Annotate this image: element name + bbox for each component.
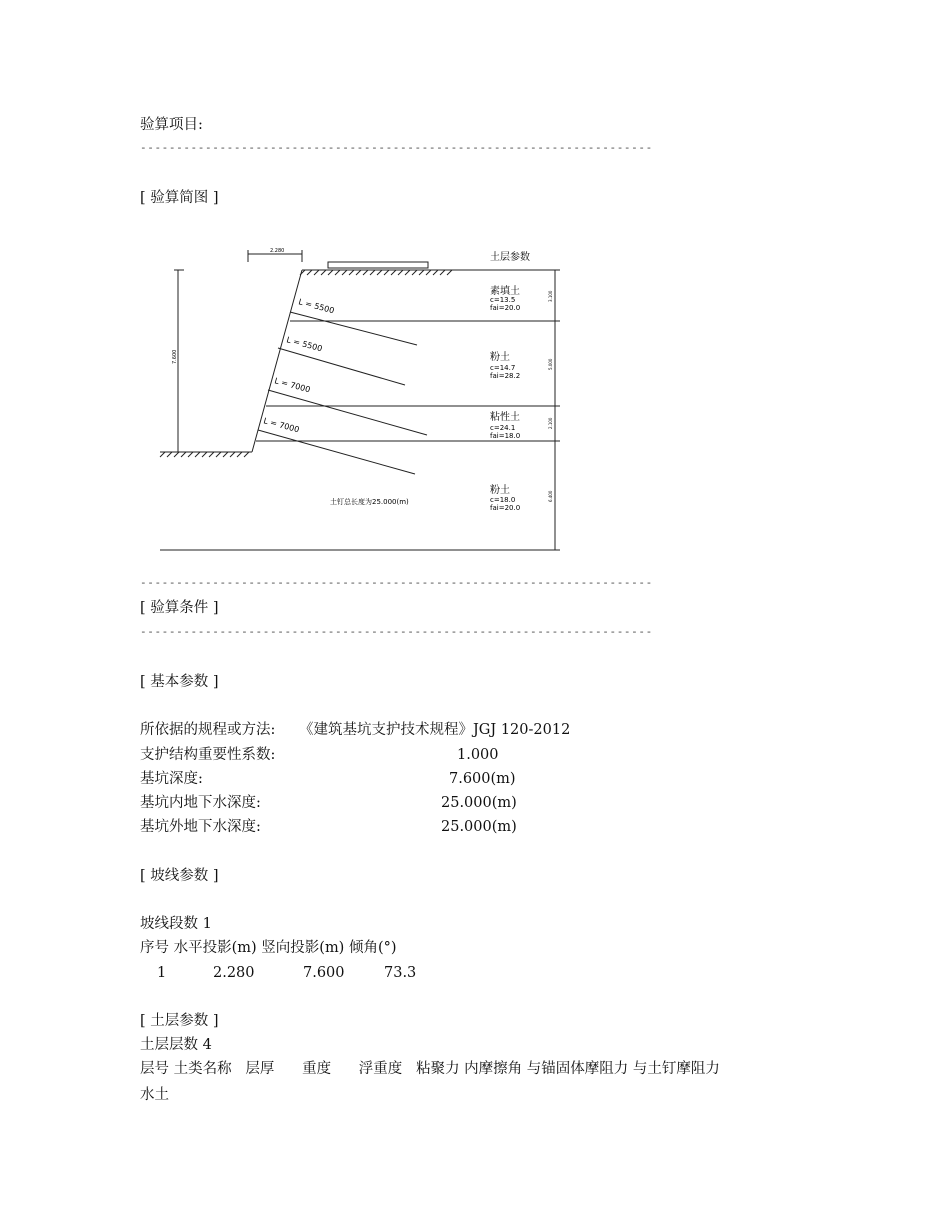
outer-water-label: 基坑外地下水深度: (140, 819, 261, 835)
total-length-label: 土钉总长度为25.000(m) (330, 498, 409, 506)
importance-value: 1.000 (457, 747, 499, 763)
section-diagram-title: [ 验算简图 ] (140, 190, 219, 206)
layer-thickness: 5.000 (548, 358, 553, 370)
bottom-ground-hatch (160, 452, 249, 457)
slope-diagram (150, 240, 570, 560)
soil-nail (258, 430, 415, 474)
slope-cell: 1 (157, 965, 167, 981)
soil-header-label: 土层参数 (490, 252, 530, 263)
soil-nail (278, 348, 405, 385)
nail-label: L = 5500 (285, 335, 324, 354)
layer-c: c=13.5 (490, 296, 516, 304)
page-title: 验算项目: (140, 117, 203, 133)
layer-c: c=18.0 (490, 496, 516, 504)
layer-name: 粉土 (490, 485, 510, 496)
nail-label: L = 5500 (297, 297, 336, 316)
slope-count: 坡线段数 1 (140, 916, 212, 932)
inner-water-label: 基坑内地下水深度: (140, 795, 261, 811)
outer-water-value: 25.000(m) (441, 819, 517, 835)
nail-label: L = 7000 (262, 416, 301, 435)
top-width-label: 2.280 (270, 248, 285, 254)
top-ground-hatch (300, 270, 452, 275)
soil-count: 土层层数 4 (140, 1037, 212, 1053)
depth-label: 基坑深度: (140, 771, 203, 787)
layer-fai: fai=28.2 (490, 372, 521, 380)
layer-fai: fai=18.0 (490, 432, 521, 440)
layer-fai: fai=20.0 (490, 504, 521, 512)
nail-label: L = 7000 (273, 376, 312, 395)
section-basic-title: [ 基本参数 ] (140, 674, 219, 690)
layer-fai: fai=20.0 (490, 304, 521, 312)
surcharge-load (328, 262, 428, 268)
section-slope-title: [ 坡线参数 ] (140, 868, 219, 884)
slope-cell: 2.280 (213, 965, 255, 981)
slope-cell: 73.3 (384, 965, 417, 981)
layer-thickness: 6.400 (548, 490, 553, 502)
section-conditions-title: [ 验算条件 ] (140, 600, 219, 616)
layer-thickness: 2.100 (548, 417, 553, 429)
layer-name: 素填土 (490, 286, 520, 297)
layer-thickness: 3.100 (548, 290, 553, 302)
inner-water-value: 25.000(m) (441, 795, 517, 811)
standard-label: 所依据的规程或方法: (140, 722, 276, 738)
layer-c: c=24.1 (490, 424, 516, 432)
layer-c: c=14.7 (490, 364, 516, 372)
section-soil-title: [ 土层参数 ] (140, 1013, 219, 1029)
soil-table-header: 层号 土类名称 层厚 重度 浮重度 粘聚力 内摩擦角 与锚固体摩阻力 与土钉摩阻力 (140, 1061, 720, 1077)
height-label: 7.600 (172, 349, 178, 364)
layer-name: 粉土 (490, 352, 510, 363)
soil-table-header-wrap: 水土 (140, 1087, 169, 1103)
slope-cell: 7.600 (303, 965, 345, 981)
layer-name: 粘性土 (490, 412, 520, 423)
slope-table-header: 序号 水平投影(m) 竖向投影(m) 倾角(°) (140, 940, 397, 956)
importance-label: 支护结构重要性系数: (140, 747, 276, 763)
depth-value: 7.600(m) (449, 771, 516, 787)
standard-value: 《建筑基坑支护技术规程》JGJ 120-2012 (299, 722, 571, 738)
divider: ----------------------------------------------------------------------- (140, 141, 653, 154)
divider: ----------------------------------------------------------------------- (140, 576, 653, 589)
divider: ----------------------------------------------------------------------- (140, 625, 653, 638)
